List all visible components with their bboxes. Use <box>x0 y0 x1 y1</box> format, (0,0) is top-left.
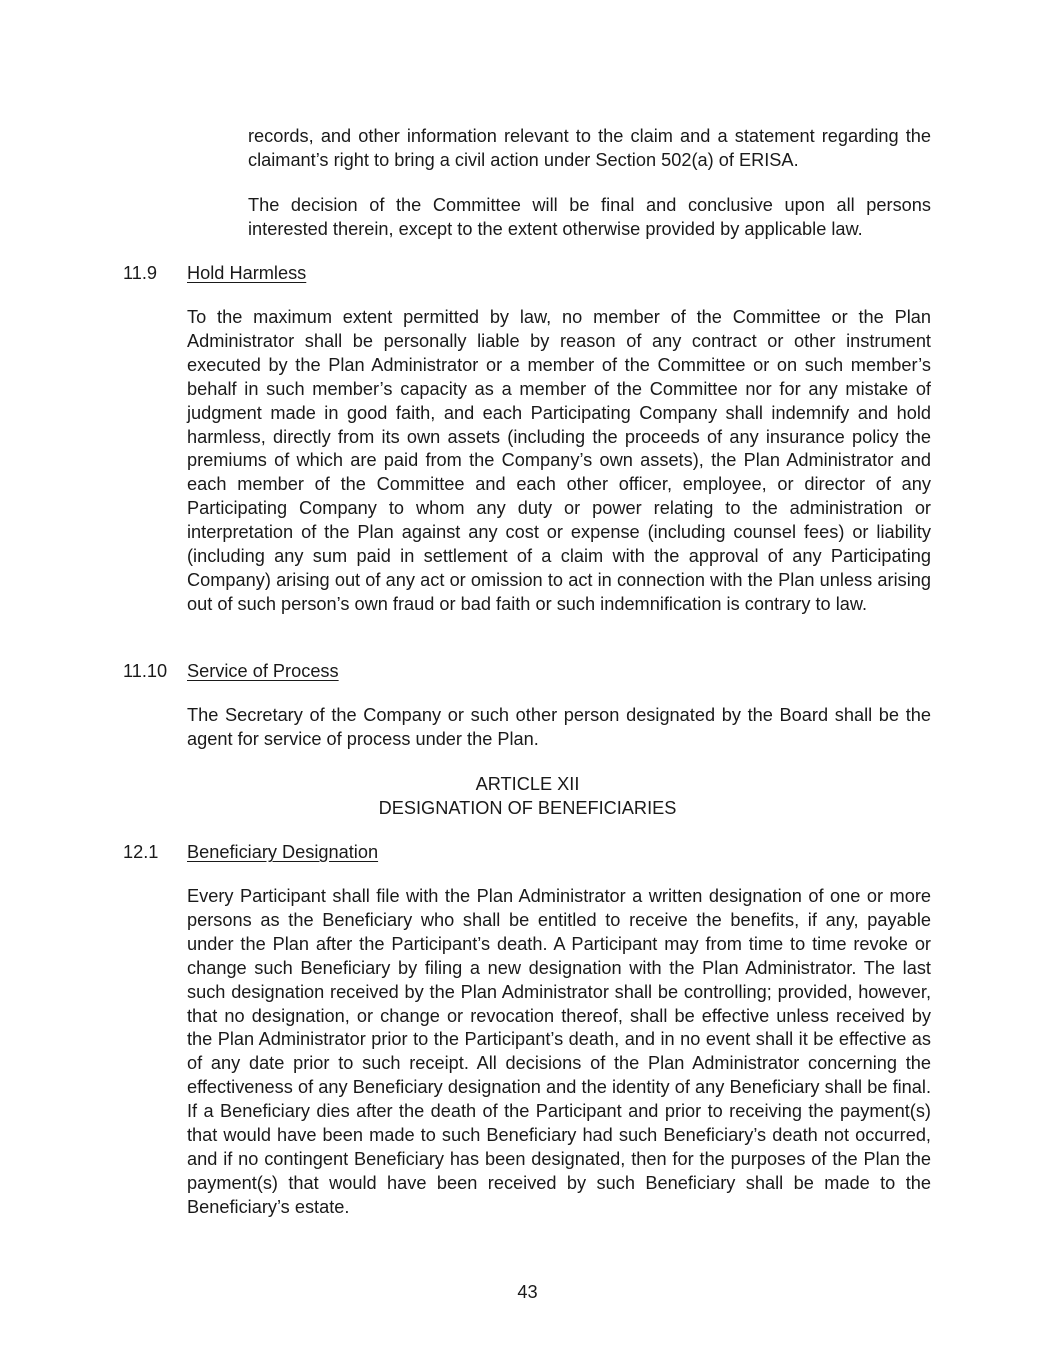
section-number-11-9: 11.9 <box>123 263 158 283</box>
section-body-hold-harmless: To the maximum extent permitted by law, no member of the Committee or the Plan Administrator shall be personally liable by reason of any contract or other instrument executed by the Plan Administrator or a member of the Committee or on such member’s behalf in such member’s capacity as a member of the Committee nor for any mistake of judgment made in good faith, and each Participating Company shall indemnify and hold harmless, directly from its own assets (including the proceeds of any insurance policy the premiums of which are paid from the Company’s own assets), the Plan Administrator and each member of the Committee and each other officer, employee, or director of any Participating Company to whom any duty or power relating to the administration or interpretation of the Plan against any cost or expense (including counsel fees) or liability (including any sum paid in settlement of a claim with the approval of any Participating Company) arising out of any act or omission to act in connection with the Plan unless arising out of such person’s own fraud or bad faith or such indemnification is contrary to law. <box>187 307 931 614</box>
section-title-hold-harmless: Hold Harmless <box>187 263 307 283</box>
section-title-service-of-process: Service of Process <box>187 661 339 681</box>
section-body-beneficiary-designation: Every Participant shall file with the Plan Administrator a written designation of one or more persons as the Beneficiary who shall be entitled to receive the benefits, if any, payable under the Plan after the Participant’s death. A Participant may from time to time revoke or change such Beneficiary by filing a new designation with the Plan Administrator. The last such designation received by the Plan Administrator shall be controlling; provided, however, that no designation, or change or revocation thereof, shall be effective unless received by the Plan Administrator prior to the Participant’s death, and in no event shall it be effective as of any date prior to such receipt. All decisions of the Plan Administrator concerning the effectiveness of any Beneficiary designation and the identity of any Beneficiary shall be final. If a Beneficiary dies after the death of the Participant and prior to receiving the payment(s) that would have been made to such Beneficiary had such Beneficiary’s death not occurred, and if no contingent Beneficiary has been designated, then for the purposes of the Plan the payment(s) that would have been received by such Beneficiary shall be made to the Beneficiary’s estate. <box>187 886 931 1217</box>
page-number: 43 <box>517 1282 538 1302</box>
section-number-11-10: 11.10 <box>123 661 168 681</box>
section-body-service-of-process: The Secretary of the Company or such other person designated by the Board shall be the agent for service of process under the Plan. <box>187 705 931 749</box>
article-label: ARTICLE XII <box>475 774 580 794</box>
article-heading <box>0 772 1055 820</box>
section-number-12-1: 12.1 <box>123 842 159 862</box>
article-title: DESIGNATION OF BENEFICIARIES <box>378 798 677 818</box>
section-title-beneficiary-designation: Beneficiary Designation <box>187 842 379 862</box>
continuation-paragraph-2: The decision of the Committee will be final and conclusive upon all persons interested therein, except to the extent otherwise provided by applicable law. <box>248 195 931 239</box>
continuation-paragraph-1: records, and other information relevant to the claim and a statement regarding the claimant’s right to bring a civil action under Section 502(a) of ERISA. <box>248 126 931 170</box>
